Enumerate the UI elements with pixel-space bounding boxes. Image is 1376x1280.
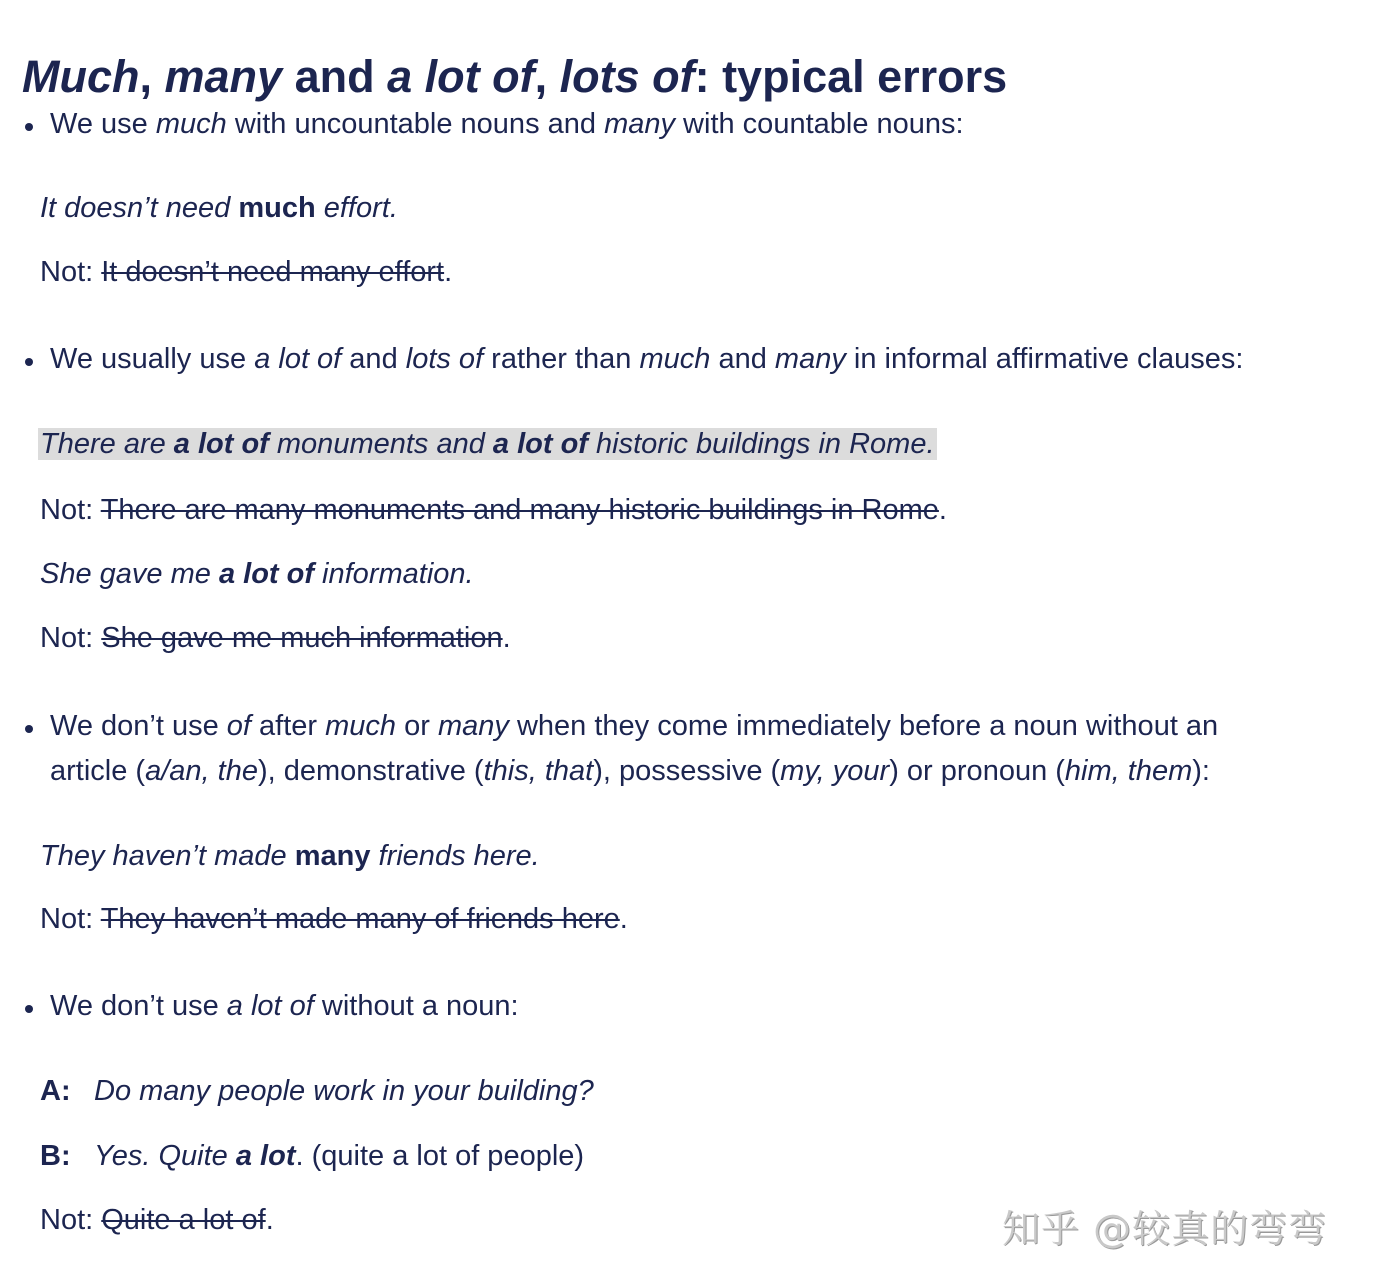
text-run: a lot of xyxy=(173,428,269,460)
text-run: many xyxy=(164,51,283,103)
text-run: : typical errors xyxy=(694,51,1008,103)
text-run: She gave me xyxy=(40,558,219,590)
text-run: effort. xyxy=(315,192,398,224)
struck-incorrect-text: There are many monuments and many historic buildings in Rome xyxy=(100,494,939,526)
text-run: information. xyxy=(314,558,474,590)
struck-incorrect-text: Quite a lot of xyxy=(101,1204,266,1236)
text-run: ) or pronoun ( xyxy=(889,755,1065,787)
text-run: Much xyxy=(22,51,140,103)
example-sentence xyxy=(40,897,628,942)
text-run: after xyxy=(250,710,326,742)
text-line xyxy=(40,250,452,295)
example-sentence xyxy=(40,552,474,597)
text-run: with uncountable nouns and xyxy=(226,108,605,140)
text-run: this, that xyxy=(483,755,594,787)
text-run: . (quite a lot of people) xyxy=(295,1140,585,1172)
example-sentence xyxy=(40,488,947,533)
example-sentence xyxy=(40,1198,274,1243)
text-line xyxy=(50,984,519,1029)
text-run: lots of xyxy=(405,343,484,375)
text-run: a lot of xyxy=(226,990,314,1022)
text-run: of xyxy=(226,710,251,742)
text-run: article ( xyxy=(50,755,146,787)
text-run: many xyxy=(774,343,846,375)
text-run: Not: xyxy=(40,494,101,526)
text-run: . xyxy=(619,903,628,935)
text-run: many xyxy=(294,840,371,872)
text-line xyxy=(40,897,628,942)
text-run: in informal affirmative clauses: xyxy=(845,343,1244,375)
text-run: Not: xyxy=(40,256,102,288)
text-run: We usually use xyxy=(50,343,255,375)
example-sentence xyxy=(40,186,398,231)
page-title xyxy=(22,48,1007,106)
text-line xyxy=(40,834,540,879)
text-run: a lot of xyxy=(254,343,342,375)
watermark: 知乎 @较真的弯弯 xyxy=(1002,1207,1328,1251)
bullet-point xyxy=(50,337,1243,382)
text-run: . xyxy=(265,1204,274,1236)
example-sentence xyxy=(40,422,937,467)
text-run: many xyxy=(437,710,509,742)
text-run: monuments and xyxy=(268,428,493,460)
text-run: It doesn’t need xyxy=(40,192,239,224)
text-line xyxy=(40,1134,584,1179)
text-run: a lot of xyxy=(387,51,535,103)
text-run: much xyxy=(155,108,227,140)
speaker-label: B: xyxy=(40,1140,71,1172)
bullet-point xyxy=(50,102,964,147)
text-run: with countable nouns: xyxy=(675,108,964,140)
text-line xyxy=(40,422,937,467)
bullet-point xyxy=(50,984,519,1029)
text-run: a lot of xyxy=(218,558,314,590)
struck-incorrect-text: They haven’t made many of friends here xyxy=(100,903,620,935)
text-run: ), possessive ( xyxy=(593,755,781,787)
example-sentence xyxy=(40,834,540,879)
text-run: ), demonstrative ( xyxy=(257,755,484,787)
text-line xyxy=(50,704,1218,749)
text-run: many xyxy=(604,108,675,140)
bullet-point xyxy=(50,704,1218,794)
text-line xyxy=(40,1069,594,1114)
text-run: much xyxy=(639,343,711,375)
text-line xyxy=(40,552,474,597)
text-run: much xyxy=(238,192,316,224)
text-line xyxy=(50,102,964,147)
text-line xyxy=(40,488,947,533)
text-run: when they come immediately before a noun without an xyxy=(508,710,1219,742)
text-run: rather than xyxy=(483,343,640,375)
struck-incorrect-text: She gave me much information xyxy=(101,622,503,654)
dialogue-line xyxy=(40,1069,594,1114)
text-run: my, your xyxy=(780,755,890,787)
text-line xyxy=(40,616,511,661)
example-sentence xyxy=(40,616,511,661)
speaker-label: A: xyxy=(40,1075,71,1107)
text-run: him, them xyxy=(1064,755,1193,787)
text-run: They haven’t made xyxy=(40,840,295,872)
text-line xyxy=(40,1198,274,1243)
text-run: without a noun: xyxy=(313,990,519,1022)
text-run: ): xyxy=(1192,755,1210,787)
highlighted-sentence xyxy=(38,428,937,460)
text-run: We use xyxy=(50,108,156,140)
text-line xyxy=(50,749,1218,794)
dialogue-line xyxy=(40,1134,584,1179)
text-run: much xyxy=(325,710,397,742)
text-run: historic buildings in Rome. xyxy=(587,428,935,460)
example-sentence xyxy=(40,250,452,295)
text-run: and xyxy=(341,343,406,375)
text-run: Not: xyxy=(40,622,102,654)
text-run: Yes. Quite xyxy=(94,1140,236,1172)
text-run: We don’t use xyxy=(50,710,227,742)
text-run: , xyxy=(534,51,560,103)
text-run: Not: xyxy=(40,1204,102,1236)
text-run: Do many people work in your building? xyxy=(94,1075,594,1107)
text-run: and xyxy=(282,51,388,103)
text-run: , xyxy=(139,51,165,103)
text-run: or xyxy=(396,710,438,742)
struck-incorrect-text: It doesn’t need many effort xyxy=(101,256,445,288)
text-run: Not: xyxy=(40,903,101,935)
text-line xyxy=(50,337,1243,382)
text-run: friends here. xyxy=(370,840,540,872)
text-run: a lot of xyxy=(492,428,588,460)
text-run: . xyxy=(938,494,947,526)
text-run: We don’t use xyxy=(50,990,227,1022)
text-run: lots of xyxy=(559,51,695,103)
text-run: a/an, the xyxy=(145,755,258,787)
text-run: . xyxy=(502,622,511,654)
text-run: and xyxy=(710,343,775,375)
text-run: There are xyxy=(40,428,174,460)
text-run: a lot xyxy=(235,1140,296,1172)
text-run: . xyxy=(444,256,453,288)
text-line xyxy=(40,186,398,231)
